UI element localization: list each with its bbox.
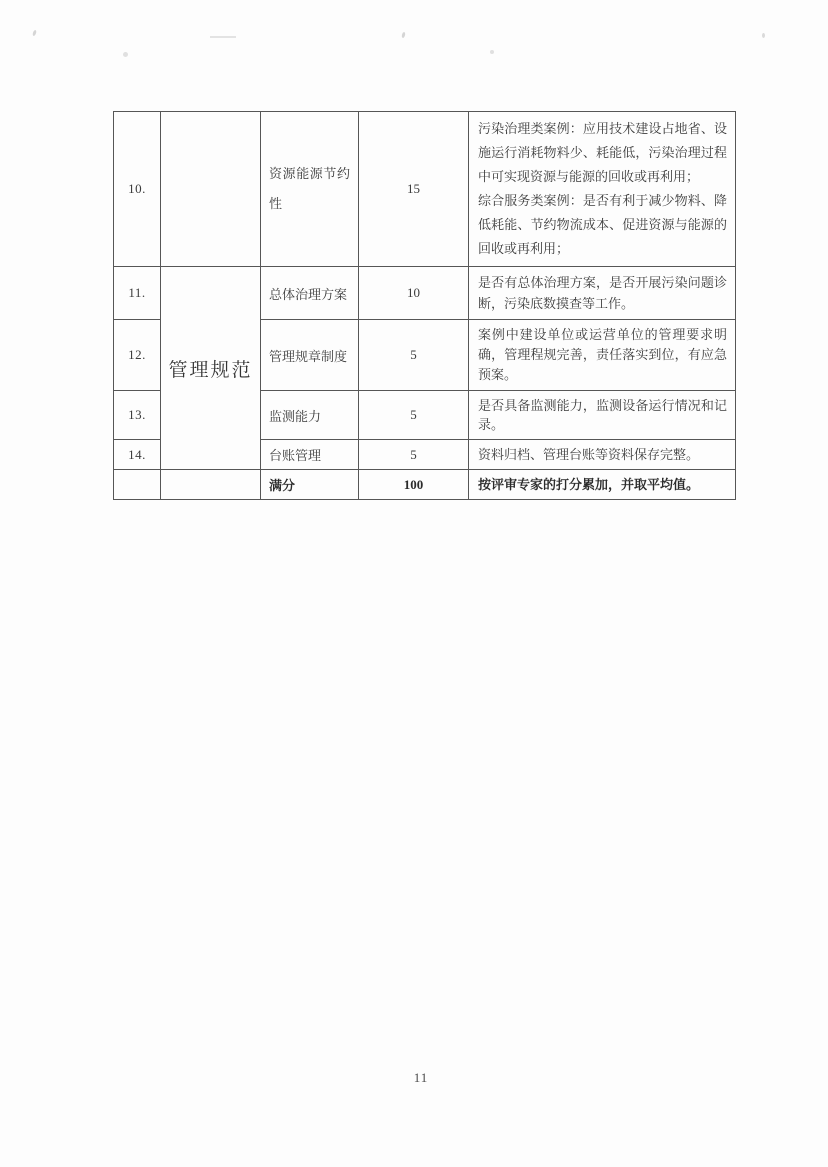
total-label: 满分 xyxy=(261,470,359,500)
criterion-description: 是否具备监测能力，监测设备运行情况和记录。 xyxy=(469,391,736,440)
scan-speck xyxy=(32,30,37,37)
criterion-score: 10 xyxy=(359,267,469,320)
description-paragraph: 综合服务类案例：是否有利于减少物料、降低耗能、节约物流成本、促进资源与能源的回收或再利用； xyxy=(478,193,727,256)
row-number: 12. xyxy=(114,320,161,391)
total-score: 100 xyxy=(359,470,469,500)
evaluation-criteria-table xyxy=(113,111,736,500)
category-cell xyxy=(161,267,261,470)
row-number: 14. xyxy=(114,440,161,470)
criterion-name: 台账管理 xyxy=(261,440,359,470)
row-number: 11. xyxy=(114,267,161,320)
table-row xyxy=(114,112,736,267)
scan-speck xyxy=(401,32,405,39)
criterion-score: 5 xyxy=(359,320,469,391)
total-row xyxy=(114,470,736,500)
scan-speck xyxy=(123,52,128,57)
category-cell-empty xyxy=(161,112,261,267)
row-number-empty xyxy=(114,470,161,500)
criterion-name-text: 资源能源节约性 xyxy=(269,166,350,211)
criterion-name: 监测能力 xyxy=(261,391,359,440)
criterion-name: 管理规章制度 xyxy=(261,320,359,391)
description-paragraph: 污染治理类案例：应用技术建设占地省、设施运行消耗物料少、耗能低，污染治理过程中可实现资源与能源的回收或再利用； xyxy=(478,121,727,184)
criterion-name: 总体治理方案 xyxy=(261,267,359,320)
page-number: 11 xyxy=(413,1070,429,1085)
criterion-description: 案例中建设单位或运营单位的管理要求明确，管理程规完善，责任落实到位，有应急预案。 xyxy=(469,320,736,391)
criterion-score: 5 xyxy=(359,391,469,440)
table-row xyxy=(114,267,736,320)
criterion-description: 资料归档、管理台账等资料保存完整。 xyxy=(469,440,736,470)
total-description: 按评审专家的打分累加，并取平均值。 xyxy=(469,470,736,500)
scan-speck xyxy=(490,50,494,54)
criterion-description xyxy=(469,112,736,267)
criterion-description: 是否有总体治理方案，是否开展污染问题诊断，污染底数摸查等工作。 xyxy=(469,267,736,320)
row-number: 10. xyxy=(114,112,161,267)
criterion-score: 15 xyxy=(359,112,469,267)
row-number: 13. xyxy=(114,391,161,440)
category-label: 管理规范 xyxy=(168,359,253,381)
category-cell-empty xyxy=(161,470,261,500)
scan-speck xyxy=(210,36,236,38)
criterion-score: 5 xyxy=(359,440,469,470)
scan-speck xyxy=(762,33,765,38)
criterion-name xyxy=(261,112,359,267)
